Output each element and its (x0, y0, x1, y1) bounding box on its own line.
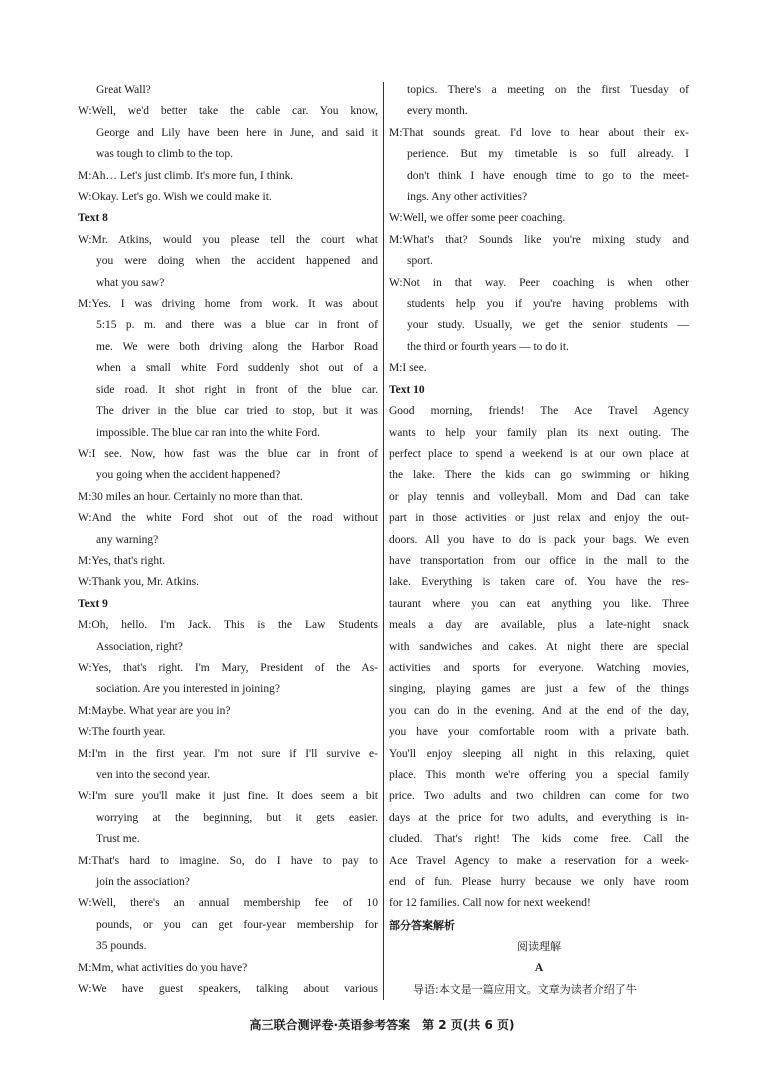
right-column-line: students help you if you're having problems with (407, 298, 689, 311)
left-column-line: W:Okay. Let's go. Wish we could make it. (78, 191, 272, 204)
left-column-line: M:Yes. I was driving home from work. It was about (78, 298, 378, 311)
left-column-line: M:Ah… Let's just climb. It's more fun, I think. (78, 169, 294, 182)
right-column-line: activities and sports for everyone. Watching movies, (389, 661, 689, 674)
left-column-line: M:That's hard to imagine. So, do I have to pay to (78, 854, 378, 867)
right-column-line: you have your comfortable room with a private bath. (389, 726, 689, 739)
right-column-line: 部分答案解析 (389, 918, 455, 932)
left-column-line: what you saw? (96, 276, 165, 289)
left-column-line: 5:15 p. m. and there was a blue car in front of (96, 319, 378, 332)
right-column-line: for 12 families. Call now for next weekend! (389, 897, 591, 910)
right-column-line: ings. Any other activities? (407, 191, 528, 204)
right-column-line: wants to help your family plan its next outing. The (389, 426, 689, 439)
left-column-line: M:I'm in the first year. I'm not sure if I'll survive e- (78, 747, 378, 760)
left-column-line: 35 pounds. (96, 940, 147, 953)
right-column-line: every month. (407, 105, 468, 118)
left-column-line: you going when the accident happened? (96, 469, 281, 482)
right-column-line: Good morning, friends! The Ace Travel Agency (389, 405, 689, 418)
right-column-line: end of fun. Please hurry because we only have room (389, 876, 689, 889)
right-column-line: taurant where you can eat anything you like. Three (389, 597, 689, 610)
left-column-line: side road. It shot right in front of the blue car. (96, 383, 378, 396)
right-column-line: Ace Travel Agency to make a reservation for a week- (389, 854, 689, 867)
left-column-line: W:Thank you, Mr. Atkins. (78, 576, 199, 589)
right-column-line: M:I see. (389, 362, 427, 375)
right-column-line: the third or fourth years — to do it. (407, 340, 569, 353)
left-column-line: M:Mm, what activities do you have? (78, 961, 248, 974)
left-column-line: W:Well, we'd better take the cable car. You know, (78, 105, 378, 118)
right-column-line: 阅读理解 (517, 940, 561, 954)
left-column-line: W:Yes, that's right. I'm Mary, President of the As- (78, 661, 378, 674)
left-column-line: W:Mr. Atkins, would you please tell the court what (78, 233, 378, 246)
right-column-line: days at the price for two adults, and everything is in- (389, 811, 689, 824)
right-column-line: have transportation from our office in the mall to the (389, 554, 689, 567)
left-column-line: W:I see. Now, how fast was the blue car in front of (78, 447, 378, 460)
left-column-line: Trust me. (96, 833, 140, 846)
right-column-line: meals a day are available, plus a late-night snack (389, 619, 689, 632)
left-column-line: W:The fourth year. (78, 726, 166, 739)
left-column-line: was tough to climb to the top. (96, 148, 234, 161)
right-column-line: M:That sounds great. I'd love to hear about their ex- (389, 126, 689, 139)
right-column-line: part in those activities or just relax and enjoy the out- (389, 512, 689, 525)
right-column-line: singing, playing games are just a few of the things (389, 683, 689, 696)
right-column-line: price. Two adults and two children can come for two (389, 790, 689, 803)
left-column-line: Text 8 (78, 212, 108, 225)
right-column-line: your study. Usually, we get the senior students — (407, 319, 689, 332)
left-column-line: me. We were both driving along the Harbor Road (96, 340, 378, 353)
right-column-line: cluded. That's right! The kids come free. Call the (389, 833, 689, 846)
left-column (78, 80, 378, 1000)
right-column-line: don't think I have enough time to go to the meet- (407, 169, 689, 182)
right-column-line: M:What's that? Sounds like you're mixing study and (389, 233, 689, 246)
right-column-line: or play tennis and volleyball. Mom and Dad can take (389, 490, 689, 503)
left-column-line: W:I'm sure you'll make it just fine. It does seem a bit (78, 790, 378, 803)
right-column-line: 导语:本文是一篇应用文。文章为读者介绍了牛 (413, 983, 637, 997)
left-column-line: M:30 miles an hour. Certainly no more than that. (78, 490, 303, 503)
left-column-line: pounds, or you can get four-year membership for (96, 918, 378, 931)
right-column-line: lake. Everything is taken care of. You have the res- (389, 576, 689, 589)
right-column-line: sport. (407, 255, 433, 268)
left-column-line: M:Maybe. What year are you in? (78, 704, 231, 717)
left-column-line: sociation. Are you interested in joining? (96, 683, 280, 696)
left-column-line: George and Lily have been here in June, and said it (96, 126, 378, 139)
left-column-line: ven into the second year. (96, 769, 211, 781)
right-column-line: topics. There's a meeting on the first Tuesday of (407, 84, 689, 96)
right-column-line: A (534, 961, 544, 974)
left-column-line: you were doing when the accident happened and (96, 255, 378, 268)
right-column-line: place. This month we're offering you a special family (389, 769, 689, 781)
left-column-line: worrying at the beginning, but it gets easier. (96, 811, 378, 824)
left-column-line: any warning? (96, 533, 159, 546)
right-column-line: W:Not in that way. Peer coaching is when other (389, 276, 689, 289)
left-column-line: Association, right? (96, 640, 183, 653)
right-column-line: the lake. There the kids can go swimming or hiking (389, 469, 689, 482)
left-column-line: M:Yes, that's right. (78, 554, 166, 567)
right-column-line: Text 10 (389, 383, 425, 396)
page-footer: 高三联合测评卷·英语参考答案 第 2 页(共 6 页) (249, 1018, 515, 1032)
right-column-line: perience. But my timetable is so full already. I (407, 148, 689, 161)
column-divider (383, 82, 384, 1000)
left-column-line: impossible. The blue car ran into the white Ford. (96, 426, 320, 439)
left-column-line: W:And the white Ford shot out of the road without (78, 512, 378, 525)
right-column-line: perfect place to spend a weekend is at our own place at (389, 447, 689, 460)
left-column-line: join the association? (96, 876, 190, 889)
left-column-line: The driver in the blue car tried to stop, but it was (96, 405, 378, 418)
left-column-line: Great Wall? (96, 84, 151, 96)
right-column-line: You'll enjoy sleeping all night in this relaxing, quiet (389, 747, 689, 760)
right-column-line: with sandwiches and cakes. At night there are special (389, 640, 689, 653)
right-column (389, 80, 689, 1000)
right-column-line: W:Well, we offer some peer coaching. (389, 212, 566, 225)
left-column-line: when a small white Ford suddenly shot out of a (96, 362, 378, 375)
left-column-line: W:We have guest speakers, talking about various (78, 983, 378, 996)
left-column-line: Text 9 (78, 597, 108, 610)
left-column-line: W:Well, there's an annual membership fee of 10 (78, 897, 378, 910)
right-column-line: doors. All you have to do is pack your bags. We even (389, 533, 689, 546)
right-column-line: you can do in the evening. And at the end of the day, (389, 704, 689, 717)
left-column-line: M:Oh, hello. I'm Jack. This is the Law Students (78, 619, 378, 632)
